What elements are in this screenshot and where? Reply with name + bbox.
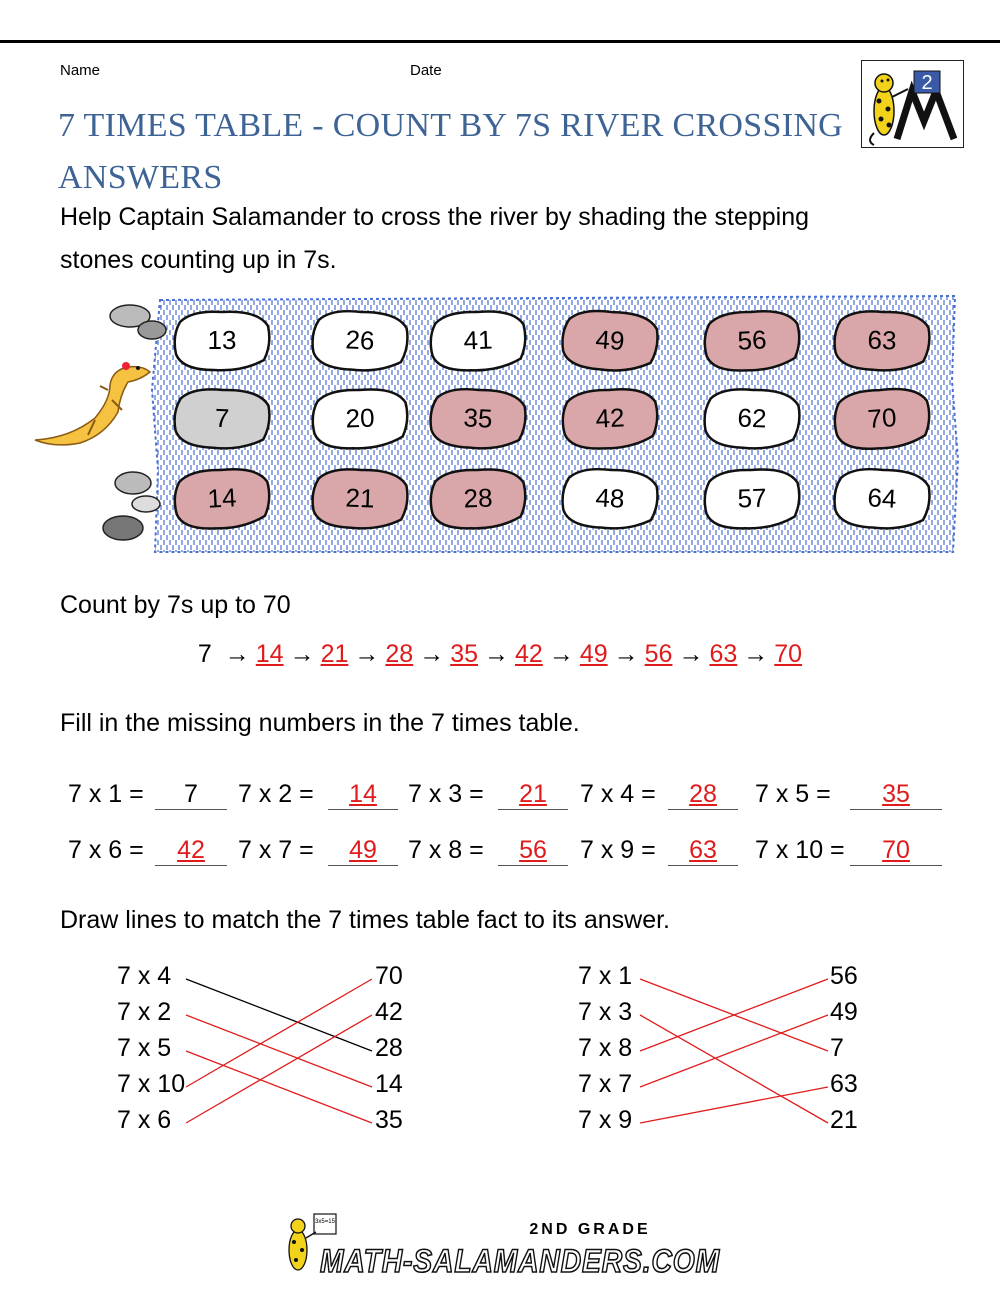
arrow-icon: → [484,640,510,668]
fact-label: 7 x 5 = [755,780,831,808]
answer-blank[interactable]: 49 [328,836,398,866]
match-answer[interactable]: 70 [375,962,403,990]
match-fact[interactable]: 7 x 4 [117,962,172,990]
stone-48 [561,467,659,530]
match-fact[interactable]: 7 x 7 [578,1070,633,1098]
match-answer[interactable]: 14 [375,1070,403,1098]
match-line [186,979,372,1087]
match-fact[interactable]: 7 x 1 [578,962,633,990]
fact-label: 7 x 9 = [580,836,656,864]
match-answer[interactable]: 42 [375,998,403,1026]
stone-41 [430,310,527,372]
count-answer: 63 [709,640,738,668]
arrow-icon: → [548,640,574,668]
stone-35 [429,387,527,450]
stone-number: 41 [463,324,493,356]
answer-blank[interactable]: 42 [155,836,227,866]
count-answer: 56 [644,640,673,668]
instructions-line-2: stones counting up in 7s. [60,246,337,274]
arrow-icon: → [224,640,250,668]
stone-13 [175,312,270,371]
arrow-icon: → [354,640,380,668]
count-answer: 28 [385,640,414,668]
fact-label: 7 x 1 = [68,780,144,808]
answer-blank[interactable]: 21 [498,780,568,810]
fact-label: 7 x 6 = [68,836,144,864]
answer-blank[interactable]: 35 [850,780,942,810]
stone-57 [704,468,801,530]
answer-blank[interactable]: 14 [328,780,398,810]
count-answer: 49 [579,640,608,668]
count-answer: 70 [774,640,803,668]
fact-label: 7 x 8 = [408,836,484,864]
stone-number: 62 [737,402,767,434]
stone-42 [561,387,659,450]
match-answer[interactable]: 28 [375,1034,403,1062]
match-heading: Draw lines to match the 7 times table fact to its answer. [60,906,670,934]
count-answer: 21 [320,640,349,668]
title-line-1: 7 TIMES TABLE - COUNT BY 7S RIVER CROSSING [58,107,844,144]
salamander-icon [35,362,150,445]
match-answer[interactable]: 7 [830,1034,844,1062]
stone-26 [311,309,409,372]
answer-blank[interactable]: 28 [668,780,738,810]
count-answer: 14 [255,640,284,668]
match-line [640,1015,828,1123]
match-answer[interactable]: 35 [375,1106,403,1134]
arrow-icon: → [419,640,445,668]
stone-21 [312,468,409,530]
name-label: Name [60,62,101,79]
stone-number: 57 [737,482,767,514]
stone-7 [174,388,271,450]
stone-number: 13 [207,325,237,355]
match-line [186,979,372,1051]
stone-number: 70 [866,402,898,434]
match-fact[interactable]: 7 x 5 [117,1034,172,1062]
page-title [58,100,848,204]
stone-number: 49 [594,324,626,356]
top-rule [0,40,1000,43]
date-label: Date [410,62,442,79]
stone-number: 48 [594,482,626,514]
match-fact[interactable]: 7 x 8 [578,1034,633,1062]
match-fact[interactable]: 7 x 9 [578,1106,633,1134]
count-answer: 42 [515,640,543,668]
answer-blank[interactable]: 63 [668,836,738,866]
stone-56 [703,309,801,372]
match-answer[interactable]: 21 [830,1106,858,1134]
logo-grade-number: 2 [921,72,933,94]
fact-label: 7 x 4 = [580,780,656,808]
arrow-icon: → [289,640,315,668]
stone-number: 42 [594,402,626,434]
arrow-icon: → [613,640,639,668]
footer-logo [280,1212,730,1282]
stone-14 [173,467,271,530]
match-line [186,1015,372,1087]
answer-blank[interactable]: 7 [155,780,227,810]
count-sequence [0,640,1000,669]
match-answer[interactable]: 63 [830,1070,858,1098]
answer-blank[interactable]: 56 [498,836,568,866]
fact-label: 7 x 3 = [408,780,484,808]
match-answer[interactable]: 49 [830,998,858,1026]
match-line [186,1051,372,1123]
fact-label: 7 x 10 = [755,836,845,864]
answer-blank[interactable]: 70 [850,836,942,866]
stone-63 [834,310,931,372]
fact-label: 7 x 7 = [238,836,314,864]
count-answer: 35 [450,640,479,668]
stone-number: 26 [344,324,376,356]
arrow-icon: → [678,640,704,668]
footer-easel-text: 3x5=15 [315,1219,335,1225]
footer-grade-text: 2ND GRADE [529,1221,651,1238]
match-fact[interactable]: 7 x 2 [117,998,172,1026]
arrow-icon: → [743,640,769,668]
instructions [60,196,809,282]
match-fact[interactable]: 7 x 10 [117,1070,186,1098]
match-fact[interactable]: 7 x 6 [117,1106,172,1134]
stone-number: 28 [463,482,493,514]
stone-20 [312,388,409,450]
stone-number: 20 [345,402,375,434]
stone-number: 7 [214,402,230,434]
count-start: 7 [197,640,212,668]
match-line [186,1015,372,1123]
stone-number: 56 [736,324,768,356]
title-line-2: ANSWERS [58,159,223,196]
instructions-line-1: Help Captain Salamander to cross the river by shading the stepping [60,203,810,231]
river-scene [0,290,1000,565]
match-answer[interactable]: 56 [830,962,858,990]
stone-28 [430,468,527,530]
match-line [640,1087,828,1123]
match-line [640,1015,828,1087]
stone-number: 21 [345,482,375,514]
stone-number: 64 [866,482,898,514]
count-heading: Count by 7s up to 70 [60,591,291,619]
stone-62 [704,388,801,450]
footer-site-text: MATH-SALAMANDERS.COM [320,1243,721,1279]
stone-49 [561,308,660,373]
fact-label: 7 x 2 = [238,780,314,808]
match-fact[interactable]: 7 x 3 [578,998,633,1026]
fill-heading: Fill in the missing numbers in the 7 times table. [60,709,580,737]
stone-number: 63 [867,324,897,356]
stone-number: 14 [206,482,238,514]
salamander-grade-2-icon [861,60,964,148]
stone-number: 35 [462,402,494,434]
stone-64 [833,467,931,530]
